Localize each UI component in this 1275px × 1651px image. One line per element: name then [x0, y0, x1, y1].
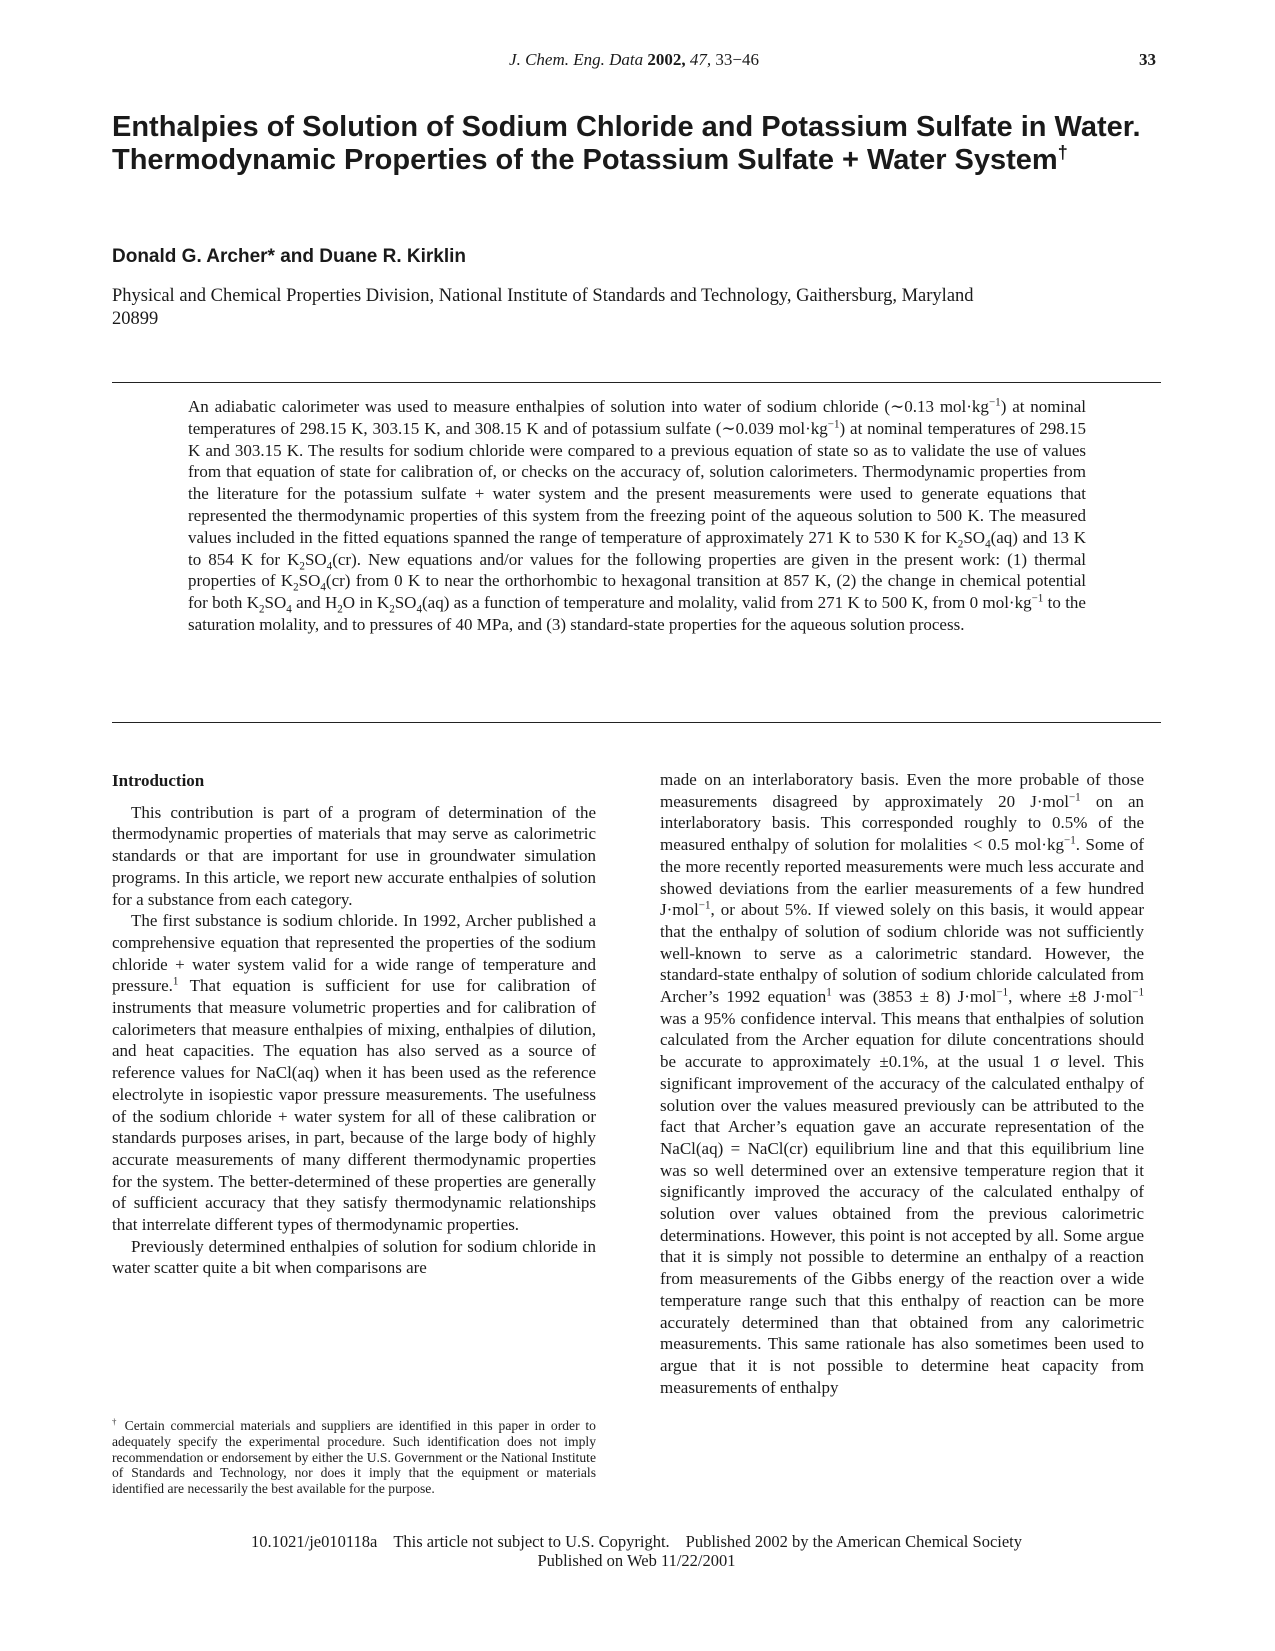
intro-paragraph-3: Previously determined enthalpies of solution for sodium chloride in water scatter quite a bit when comparisons are: [112, 1236, 596, 1278]
left-column: [112, 770, 596, 1279]
right-column: [660, 769, 1144, 1398]
reference-marker: 1: [826, 986, 832, 999]
publisher-note: Published 2002 by the American Chemical Society: [685, 1532, 1023, 1551]
running-head: [112, 50, 1156, 76]
abstract-bottom-rule: [112, 722, 1161, 723]
journal-citation: [112, 50, 1156, 70]
reference-marker: 1: [172, 975, 179, 988]
intro-paragraph-2: The first substance is sodium chloride. In 1992, Archer published a comprehensive equation that represented the properties of the sodium chloride + water system valid for a wide range of temperature and pressure.$^1$ That equation is sufficient for use for calibration of instruments that measure volumetric properties and for calibration of calorimeters that measure enthalpies of mixing, enthalpies of dilution, and heat capacities. The equation has also served as a source of reference values for NaCl(aq) when it has been used as the reference electrolyte in isopiestic vapor pressure measurements. The usefulness of the sodium chloride + water system for all of these calibration or standards purposes arises, in part, because of the large body of highly accurate measurements of many different thermodynamic properties for the system. The better-determined of these properties are generally of sufficient accuracy that they satisfy thermodynamic relationships that interrelate different types of thermodynamic properties.: [112, 911, 596, 1235]
article-title: [112, 111, 1162, 177]
abstract-top-rule: [112, 382, 1161, 383]
title-text: Enthalpies of Solution of Sodium Chloride and Potassium Sulfate in Water. Thermodynamic Properties of the Potassium Sulfate + Water System: [112, 111, 1141, 176]
abstract: An adiabatic calorimeter was used to measure enthalpies of solution into water of sodium chloride (∼0.13 $mol\cdot kg^{-1}$) at nominal temperatures of 298.15 K, 303.15 K, and 308.15 K and of potassium sulfate (∼0.039 $mol\cdot kg^{-1}$) at nominal temperatures of 298.15 K and 303.15 K. The results for sodium chloride were compared to a previous equation of state so as to validate the use of values from that equation of state for calibration of, or checks on the accuracy of, solution calorimeters. Thermodynamic properties from the literature for the potassium sulfate + water system and the present measurements were used to generate equations that represented the thermodynamic properties of this system from the freezing point of the aqueous solution to 500 K. The measured values included in the fitted equations spanned the range of temperature of approximately 271 K to 530 K for $K_2SO_4(aq)$ and 13 K to 854 K for $K_2SO_4(cr)$. New equations and/or values for the following properties are given in the present work: (1) thermal properties of $K_2SO_4(cr)$ from 0 K to near the orthorhombic to hexagonal transition at 857 K, (2) the change in chemical potential for both $K_2SO_4$ and $H_2O$ in $K_2SO_4(aq)$ as a function of temperature and molality, valid from 271 K to 500 K, from 0 $mol\cdot kg^{-1}$ to the saturation molality, and to pressures of 40 MPa, and (3) standard-state properties for the aqueous solution process.: [188, 396, 1086, 634]
journal-pages: 33−46: [715, 50, 759, 69]
footnote-dagger: †: [112, 1416, 119, 1427]
page-number: 33: [1139, 50, 1156, 69]
page-footer: [112, 1532, 1161, 1570]
footer-line-1: [112, 1532, 1161, 1551]
title-dagger: †: [1057, 142, 1068, 163]
journal-year: 2002,: [647, 50, 686, 69]
author-list: Donald G. Archer* and Duane R. Kirklin: [112, 246, 467, 267]
copyright-note: This article not subject to U.S. Copyright.: [393, 1532, 670, 1551]
footnote: † Certain commercial materials and suppliers are identified in this paper in order to adequately specify the experimental procedure. Such identification does not imply recommendation or endorsement by either the U.S. Government or the National Institute of Standards and Technology, nor does it imply that the equipment or materials identified are necessarily the best available for the purpose.: [112, 1416, 596, 1497]
affiliation: Physical and Chemical Properties Division, National Institute of Standards and Technology, Gaithersburg, Maryland 20899: [112, 286, 974, 329]
journal-name: J. Chem. Eng. Data: [509, 50, 644, 69]
intro-paragraph-1: This contribution is part of a program of determination of the thermodynamic properties of materials that may serve as calorimetric standards or that are important for use in groundwater simulation programs. In this article, we report new accurate enthalpies of solution for a substance from each category.: [112, 802, 596, 909]
web-publication-date: Published on Web 11/22/2001: [537, 1551, 736, 1570]
intro-paragraph-3-continued: made on an interlaboratory basis. Even the more probable of those measurements disagreed by approximately 20 J·mol$^{-1}$ on an interlaboratory basis. This corresponded roughly to 0.5% of the measured enthalpy of solution for molalities < 0.5 $mol\cdot kg^{-1}$. Some of the more recently reported measurements were much less accurate and showed deviations from the earlier measurements of a few hundred J·mol$^{-1}$, or about 5%. If viewed solely on this basis, it would appear that the enthalpy of solution of sodium chloride was not sufficiently well-known to serve as a calorimetric standard. However, the standard-state enthalpy of solution of sodium chloride calculated from Archer’s 1992 equation$^1$ was (3853 ± 8) J·mol$^{-1}$, where ±8 J·mol$^{-1}$ was a 95% confidence interval. This means that enthalpies of solution calculated from the Archer equation for dilute concentrations should be accurate to approximately ±0.1%, at the usual 1 σ level. This significant improvement of the accuracy of the calculated enthalpy of solution over the values measured previously can be attributed to the fact that Archer’s equation gave an accurate representation of the NaCl(aq) = NaCl(cr) equilibrium line and that this equilibrium line was so well determined over an extensive temperature region that it significantly improved the accuracy of the calculated enthalpy of solution over values obtained from the previous calorimetric determinations. However, this point is not accepted by all. Some argue that it is simply not possible to determine an enthalpy of a reaction from measurements of the Gibbs energy of the reaction over a wide temperature range such that this enthalpy of reaction can be more accurately determined than that obtained from any calorimetric measurements. This same rationale has also sometimes been used to argue that it is not possible to determine heat capacity from measurements of enthalpy: [660, 770, 1145, 1397]
doi: 10.1021/je010118a: [250, 1532, 378, 1551]
section-heading-introduction: Introduction: [112, 771, 205, 790]
journal-volume: 47,: [689, 50, 712, 69]
